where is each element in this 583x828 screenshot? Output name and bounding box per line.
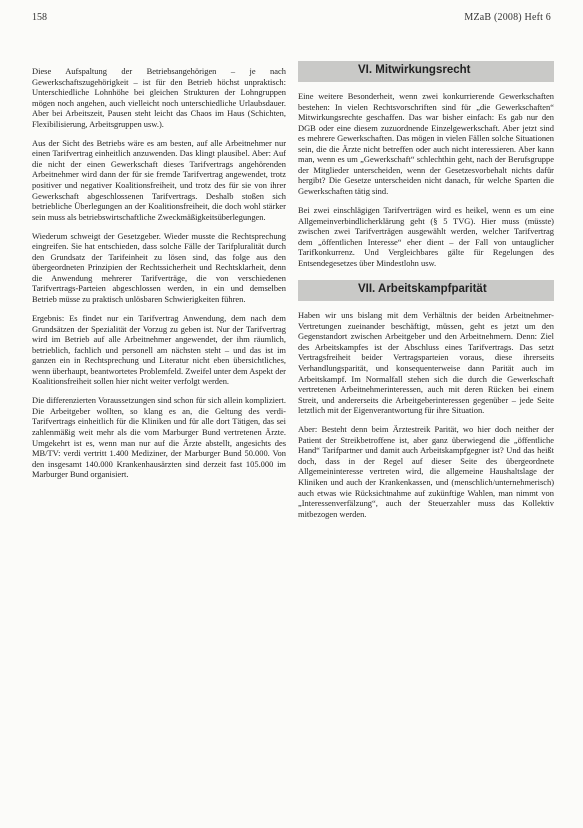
section-heading-vii [298, 280, 554, 301]
paragraph: Aber: Besteht denn beim Ärztestreik Parität, wo hier doch neither der Patient der Streikbetroffene ist, aber ganz überwiegend die „öffentliche Hand“ Tarifpartner und damit auch Arbeitskampfgegner ist? Und das heißt doch, dass in der Regel auf dieser Seite des übergeordnete Allgemeininteresse vertreten wird, die allgemeine Haushaltslage der Kliniken und auch der Krankenkassen, und (menschlich/unternehmerisch) auch etwas wie Rücksichtnahme auf zukünftige Wahlen, man nimmt von „Interessenverfälzung“, auch der Steuerzahler muss das Kollektiv mitbezogen werden. [298, 424, 554, 519]
paragraph: Haben wir uns bislang mit dem Verhältnis der beiden Arbeitnehmer-Vertretungen zueinander beschäftigt, müssen, geht es jetzt um den Gegenstandort zwischen Arbeitgeber und den Arbeitnehmern. Denn: Ziel des Arbeitskampfes ist der Abschluss eines Tarifvertrags. Das setzt Vertragsfreiheit beider Vertragsparteien voraus, diese ihrerseits Verhandlungsparität, und konsequenterweise dann Parität auch im Arbeitskampf. Im Normalfall stehen sich die durch die Gewerkschaft vertretenen Arbeitnehmerinteressen, auch mit deren Rücken bei einem Streit, und andererseits die Arbeitgeberinteressen gegenüber – jede Seite letztlich mit der Eigenverantwortung für ihre Situation. [298, 310, 554, 416]
paragraph: Wiederum schweigt der Gesetzgeber. Wieder musste die Rechtsprechung eingreifen. Sie hat entschieden, dass solche Fälle der Tarifpluralität durch den Grundsatz der Tarifeinheit zu lösen sind, das folge aus den übergeordneten Prinzipien der Rechtssicherheit und Rechtsklarheit, denn die Anwendung mehrerer Tarifverträge, die von verschiedenen Tarifvertrags-Parteien abgeschlossen werden, in ein und demselben Betrieb müsse zu praktisch unlösbaren Schwierigkeiten führen. [32, 230, 286, 304]
paragraph: Bei zwei einschlägigen Tarifverträgen wird es heikel, wenn es um eine Allgemeinverbindlicherklärung geht (§ 5 TVG). Hier muss (müsste) zwischen zwei Tarifverträgen ausgewählt werden, welcher Tarifvertrag dem „öffentlichen Interesse“ eher dient – der Fall von untauglicher Tarifkonkurrenz. Und Vergleichbares gälte für Regelungen des Entsendegesetzes über Mindestlohn usw. [298, 204, 554, 268]
paragraph: Die differenzierten Voraussetzungen sind schon für sich allein kompliziert. Die Arbeitgeber wollten, so klang es an, die Geltung des verdi-Tarifvertrags einheitlich für die Kliniken und für alle dort Tätigen, das sei zahlenmäßig weit mehr als die vom Marburger Bund vertretenen Ärzte. Umgekehrt ist es, wenn man nur auf die Ärzte abstellt, angesichts des MB/TV: verdi vertritt 1.400 Mediziner, der Marburger Bund 50.000. Von den insgesamt 140.000 Krankenhausärzten sind derzeit fast 105.000 im Marburger Bund organisiert. [32, 395, 286, 480]
journal-reference: MZaB (2008) Heft 6 [464, 12, 551, 23]
left-column [32, 66, 286, 488]
right-column [298, 66, 554, 528]
section-heading-vi [298, 61, 554, 82]
section-title: VI. Mitwirkungsrecht [358, 64, 471, 76]
paragraph: Eine weitere Besonderheit, wenn zwei konkurrierende Gewerkschaften bestehen: In vielen Rechtsvorschriften sind für „die Gewerkschaften“ Mitwirkungsrechte geschaffen. Das war bisher einfach: Es gab nur den DGB oder eine diesem zuzuordnende Einzelgewerkschaft. Aber jetzt sind es mehrere Gewerkschaften. Das mögen in vielen Fällen solche Situationen sein, die die Ärzte nicht betreffen oder auch nicht interessieren. Aber kann man, wenn es um „Gewerkschaft“ schlechthin geht, nach der Berufsgruppe der Mitglieder unterscheiden, wenn der Gesetzesvorbehalt nichts dafür hergibt? Die Gesetze unterscheiden nicht danach, für welche Sparten die Gewerkschaften tätig sind. [298, 91, 554, 196]
paragraph: Aus der Sicht des Betriebs wäre es am besten, auf alle Arbeitnehmer nur einen Tarifvertrag einheitlich anzuwenden. Das klingt plausibel. Aber: Auf die nicht der einen Gewerkschaft dieses Tarifvertrags angehörenden Arbeitnehmer wird dann der für sie fremde Tarifvertrag angewendet, trotz positiver und negativer Koalitionsfreiheit, und trotz des für sie von ihrer Gewerkschaft abgeschlossenen Tarifvertrags. Deshalb stoßen sich betriebliche Überlegungen an der Koalitionsfreiheit, die doch wohl stärker sein muss als betriebswirtschaftliche Zweckmäßigkeitsüberlegungen. [32, 137, 286, 222]
paragraph: Ergebnis: Es findet nur ein Tarifvertrag Anwendung, dem nach dem Grundsätzen der Spezialität der Vorzug zu geben ist. Nur der Tarifvertrag wird im Betrieb auf alle Arbeitnehmer angewendet, der ihm räumlich, betrieblich, fachlich und personell am nächsten steht – und das ist im ganzen ein in Rechtsprechung und Literatur nicht eben übersichtliches, wenn überhaupt, beantwortetes Problemfeld. Zweifel unter dem Aspekt der Koalitionsfreiheit sollen hier nicht weiter verfolgt werden. [32, 312, 286, 387]
section-title: VII. Arbeitskampfparität [358, 283, 487, 296]
page-header [32, 12, 551, 26]
paragraph: Diese Aufspaltung der Betriebsangehörigen – je nach Gewerkschaftszugehörigkeit – ist für den Betrieb höchst unpraktisch: Unterschiedliche Lohnhöhe bei gleichen Strukturen der Lohngruppen mögen noch angehen, auch vielleicht noch unterschiedliche Urlaubsdauer. Aber bei Arbeitszeit, Pausen steht leicht das Chaos im Haus (Schichten, Flexibilisierung, Arbeitsgruppen usw.). [32, 66, 286, 129]
page-number: 158 [32, 12, 47, 23]
